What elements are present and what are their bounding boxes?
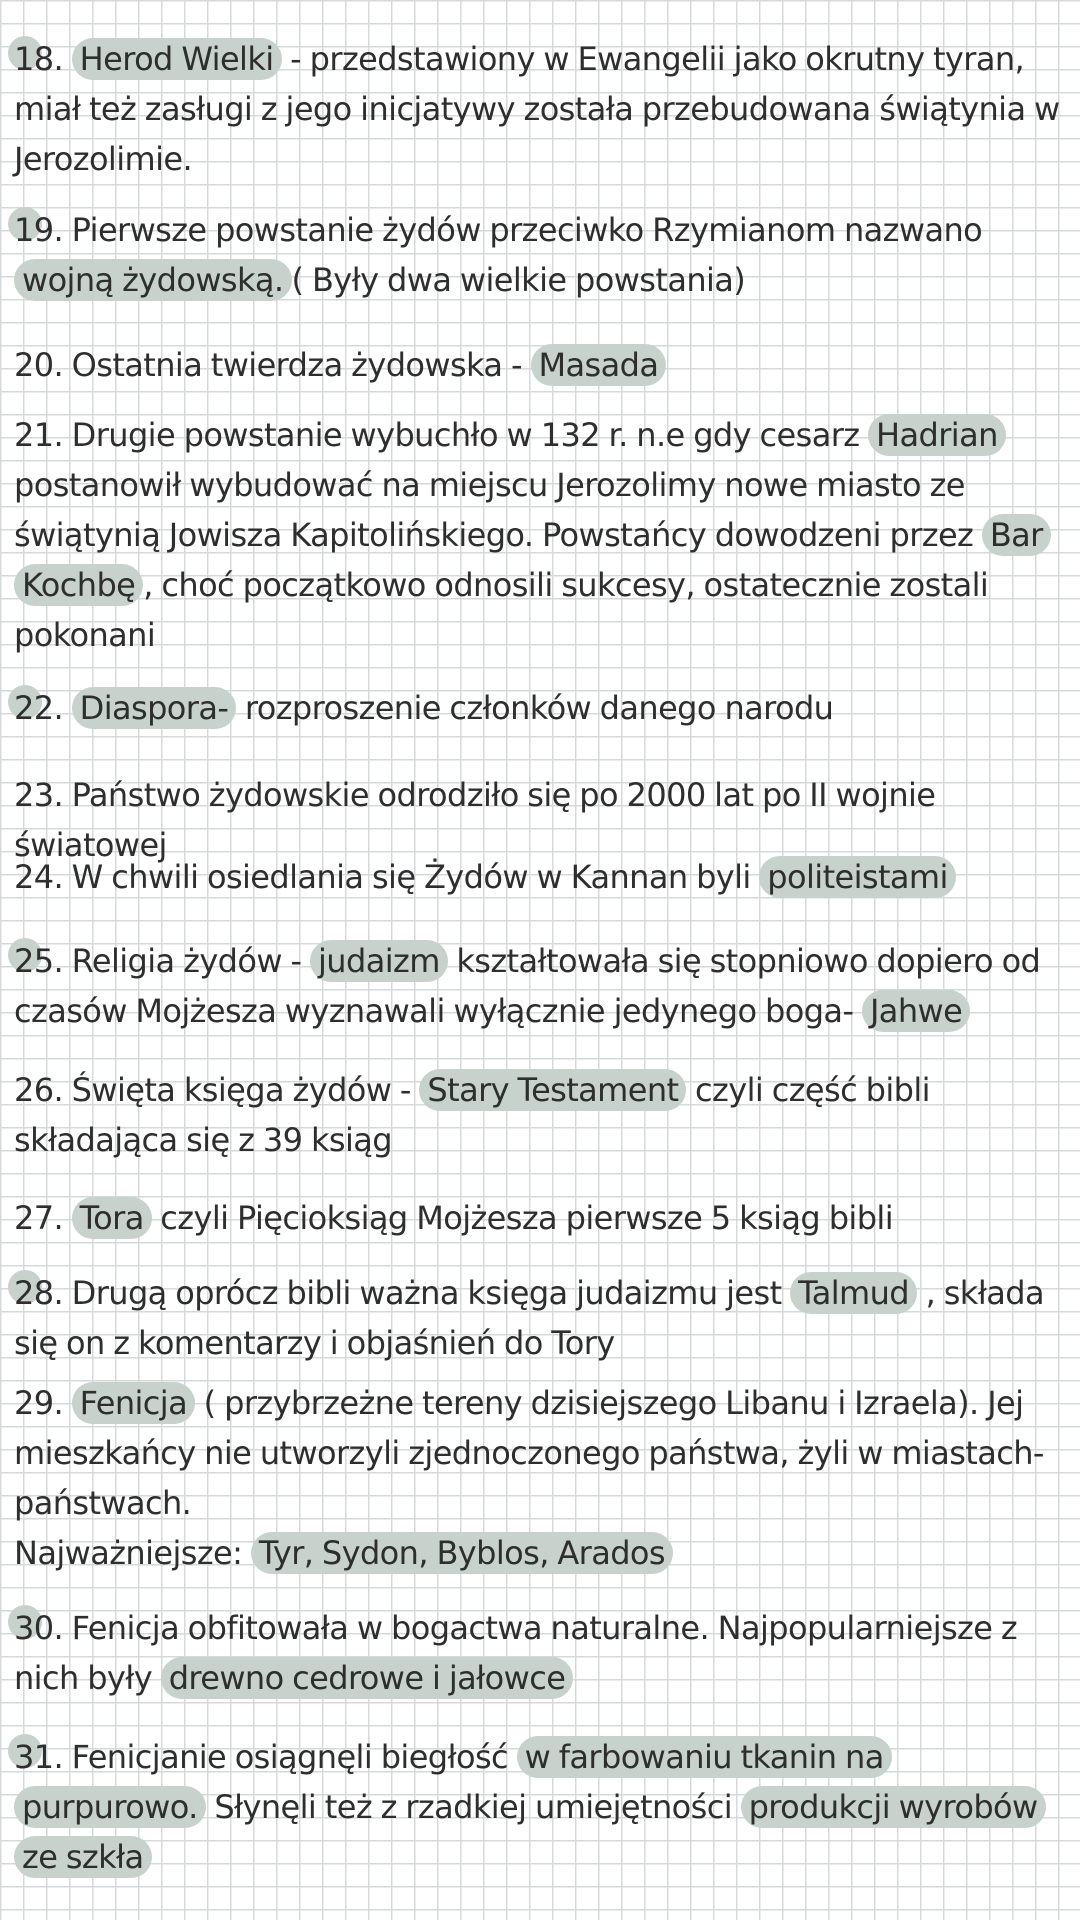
note-21: [0, 410, 1080, 660]
note-text: Fenicja obfitowała w bogactwa naturalne. Najpopularniejsze z nich były: [14, 1609, 1018, 1697]
note-20: [0, 340, 1080, 390]
note-28: [0, 1268, 1080, 1368]
note-text: Ostatnia twierdza żydowska -: [63, 346, 531, 384]
highlight: Diaspora-: [72, 687, 237, 729]
note-number: 25.: [14, 942, 64, 980]
note-text: Drugie powstanie wybuchło w 132 r. n.e gdy cesarz: [63, 416, 869, 454]
note-27: [0, 1193, 1080, 1243]
note-text: rozproszenie członków danego narodu: [236, 689, 834, 727]
note-text: kształtowała się stopniowo dopiero od czasów Mojżesza wyznawali wyłącznie jedynego boga-: [14, 942, 1041, 1030]
note-text: , choć początkowo odnosili sukcesy, ostatecznie zostali pokonani: [14, 566, 989, 654]
note-number: 28.: [14, 1274, 64, 1312]
note-number: 24.: [14, 858, 64, 896]
note-number: 30.: [14, 1609, 64, 1647]
note-29: [0, 1378, 1080, 1578]
highlight: drewno cedrowe i jałowce: [161, 1657, 574, 1699]
note-number: 21.: [14, 416, 64, 454]
note-number: 26.: [14, 1071, 64, 1109]
note-number: 23.: [14, 776, 64, 814]
highlight: Fenicja: [72, 1382, 195, 1424]
note-text: , składa się on z komentarzy i objaśnień do Tory: [14, 1274, 1044, 1362]
note-text: postanowił wybudować na miejscu Jerozolimy nowe miasto ze świątynią Jowisza Kapitolińskiego. Powstańcy dowodzeni przez: [14, 466, 982, 554]
highlight: Tyr, Sydon, Byblos, Arados: [251, 1532, 673, 1574]
note-text: Religia żydów -: [63, 942, 311, 980]
note-number: 29.: [14, 1384, 64, 1422]
highlight: produkcji wyrobów ze szkła: [14, 1786, 1046, 1878]
highlight: judaizm: [310, 940, 448, 982]
note-30: [0, 1603, 1080, 1703]
note-19: [0, 205, 1080, 305]
note-25: [0, 936, 1080, 1036]
note-18: [0, 34, 1080, 184]
highlight: politeistami: [759, 856, 956, 898]
highlight: w farbowaniu tkanin na purpurowo.: [14, 1736, 892, 1828]
note-number: 18.: [14, 40, 64, 78]
highlight: Jahwe: [862, 990, 970, 1032]
highlight: Tora: [72, 1197, 152, 1239]
note-number: 27.: [14, 1199, 64, 1237]
note-24: [0, 852, 1080, 902]
highlight: wojną żydowską.: [14, 259, 292, 301]
note-31: [0, 1732, 1080, 1882]
highlight: Masada: [531, 344, 667, 386]
note-number: 20.: [14, 346, 64, 384]
note-text: ( przybrzeżne tereny dzisiejszego Libanu i Izraela). Jej mieszkańcy nie utworzyli zjednoczonego państwa, żyli w miastach-państwach.: [14, 1384, 1044, 1522]
highlight: Herod Wielki: [72, 38, 282, 80]
note-text: czyli Pięcioksiąg Mojżesza pierwsze 5 ksiąg bibli: [151, 1199, 893, 1237]
highlight: Bar Kochbę: [14, 514, 1051, 606]
note-text: czyli część bibli składająca się z 39 ksiąg: [14, 1071, 930, 1159]
note-number: 22.: [14, 689, 64, 727]
highlight: Hadrian: [868, 414, 1006, 456]
note-text: Fenicjanie osiągnęli biegłość: [63, 1738, 517, 1776]
note-text: Święta księga żydów -: [63, 1071, 420, 1109]
note-text: Słynęli też z rzadkiej umiejętności: [205, 1788, 741, 1826]
note-26: [0, 1065, 1080, 1165]
note-text: ( Były dwa wielkie powstania): [291, 261, 746, 299]
note-22: [0, 683, 1080, 733]
note-text: - przedstawiony w Ewangelii jako okrutny tyran, miał też zasługi z jego inicjatywy została przebudowana świątynia w Jerozolimie.: [14, 40, 1060, 178]
note-number: 19.: [14, 211, 64, 249]
note-text: Drugą oprócz bibli ważna księga judaizmu jest: [63, 1274, 791, 1312]
note-text: Najważniejsze:: [14, 1534, 251, 1572]
highlight: Stary Testament: [419, 1069, 686, 1111]
highlight: Talmud: [790, 1272, 917, 1314]
note-text: Pierwsze powstanie żydów przeciwko Rzymianom nazwano: [63, 211, 983, 249]
note-text: W chwili osiedlania się Żydów w Kannan byli: [63, 858, 760, 896]
note-number: 31.: [14, 1738, 64, 1776]
note-text: Państwo żydowskie odrodziło się po 2000 lat po II wojnie światowej: [14, 776, 936, 864]
